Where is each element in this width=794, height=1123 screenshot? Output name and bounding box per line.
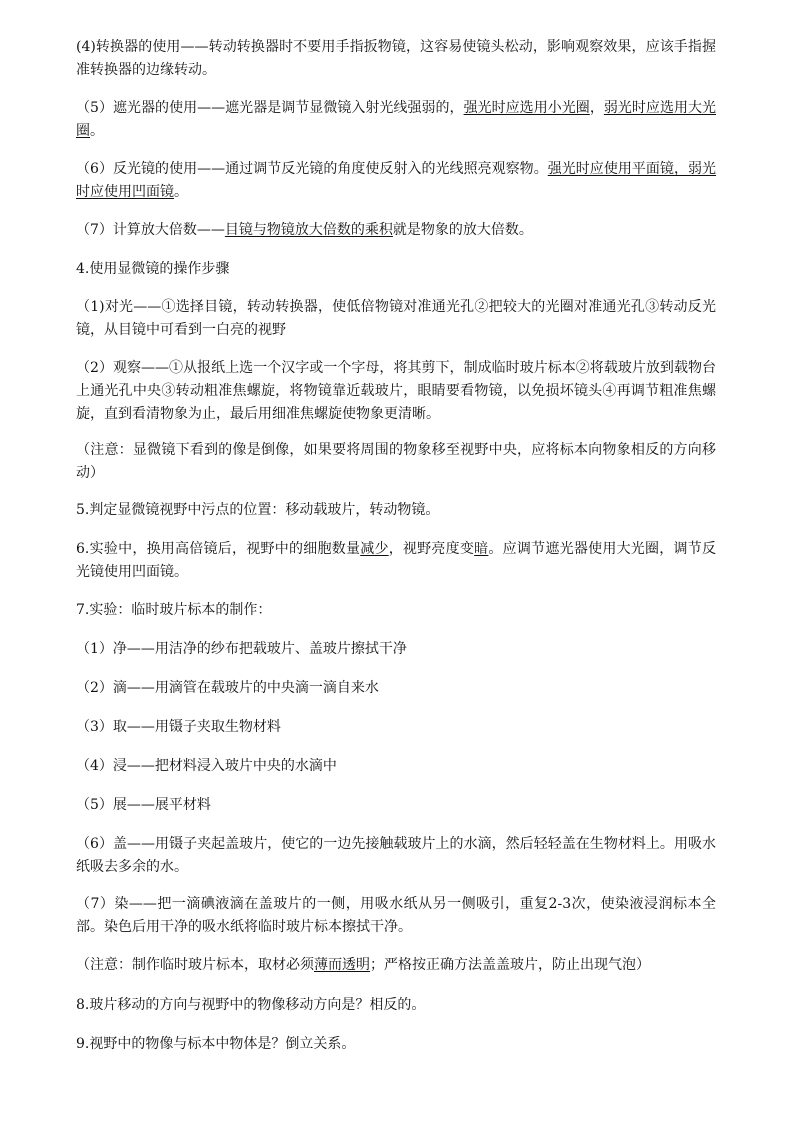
paragraph-diaphragm-usage: （5）遮光器的使用——遮光器是调节显微镜入射光线强弱的，强光时应选用小光圈，弱光时应选用大光圈。 [76, 100, 717, 139]
paragraph-observation: （2）观察——①从报纸上选一个汉字或一个字母，将其剪下，制成临时玻片标本②将载玻片放到载物台上通光孔中央③转动粗准焦螺旋，将物镜靠近载玻片，眼睛要看物镜，以免损坏镜头④再调节粗准焦螺旋，直到看清物象为止，最后用细准焦螺旋使物象更清晰。 [76, 360, 716, 422]
section-heading-slide-preparation: 7.实验：临时玻片标本的制作： [76, 602, 272, 618]
question-image-orientation: 9.视野中的物像与标本中物体是？倒立关系。 [76, 1036, 356, 1052]
paragraph-note-slide-preparation: （注意：制作临时玻片标本，取材必须薄而透明；严格按正确方法盖盖玻片，防止出现气泡） [76, 957, 650, 973]
paragraph-magnification: （7）计算放大倍数——目镜与物镜放大倍数的乘积就是物象的放大倍数。 [76, 222, 533, 238]
step-immerse: （4）浸——把材料浸入玻片中央的水滴中 [76, 758, 337, 774]
step-stain: （7）染——把一滴碘液滴在盖玻片的一侧，用吸水纸从另一侧吸引，重复2-3次，使染液浸润标本全部。染色后用干净的吸水纸将临时玻片标本擦拭干净。 [76, 896, 716, 935]
step-spread: （5）展——展平材料 [76, 797, 211, 813]
step-clean: （1）净——用洁净的纱布把载玻片、盖玻片擦拭干净 [76, 641, 407, 657]
paragraph-converter-usage: (4)转换器的使用——转动转换器时不要用手指扳物镜，这容易使镜头松动，影响观察效果，应该手指握准转换器的边缘转动。 [76, 39, 716, 78]
paragraph-high-power: 6.实验中，换用高倍镜后，视野中的细胞数量减少，视野亮度变暗。应调节遮光器使用大光圈，调节反光镜使用凹面镜。 [76, 541, 717, 580]
underlined-phrase: 减少 [360, 541, 389, 557]
paragraph-stain-location: 5.判定显微镜视野中污点的位置：移动载玻片，转动物镜。 [76, 502, 440, 518]
underlined-phrase: 弱光时应选用大光圈 [76, 100, 717, 139]
paragraph-note-inverted-image: （注意：显微镜下看到的像是倒像，如果要将周围的物象移至视野中央，应将标本向物象相反的方向移动） [76, 442, 716, 481]
section-heading-operation-steps: 4.使用显微镜的操作步骤 [76, 261, 230, 277]
question-slide-movement: 8.玻片移动的方向与视野中的物像移动方向是？相反的。 [76, 997, 426, 1013]
step-take: （3）取——用镊子夹取生物材料 [76, 719, 281, 735]
paragraph-light-alignment: （1)对光——①选择目镜，转动转换器，使低倍物镜对准通光孔②把较大的光圈对准通光孔③转动反光镜，从目镜中可看到一白亮的视野 [76, 299, 716, 338]
underlined-phrase: 强光时应使用平面镜，弱光时应使用凹面镜 [76, 161, 717, 200]
underlined-phrase: 目镜与物镜放大倍数的乘积 [224, 222, 393, 238]
paragraph-mirror-usage: （6）反光镜的使用——通过调节反光镜的角度使反射入的光线照亮观察物。强光时应使用平面镜，弱光时应使用凹面镜。 [76, 161, 717, 200]
underlined-phrase: 薄而透明 [314, 957, 370, 973]
step-cover: （6）盖——用镊子夹起盖玻片，使它的一边先接触载玻片上的水滴，然后轻轻盖在生物材料上。用吸水纸吸去多余的水。 [76, 836, 716, 875]
underlined-phrase: 暗 [474, 541, 489, 557]
step-drop: （2）滴——用滴管在载玻片的中央滴一滴自来水 [76, 680, 379, 696]
underlined-phrase: 强光时应选用小光圈 [463, 100, 590, 116]
